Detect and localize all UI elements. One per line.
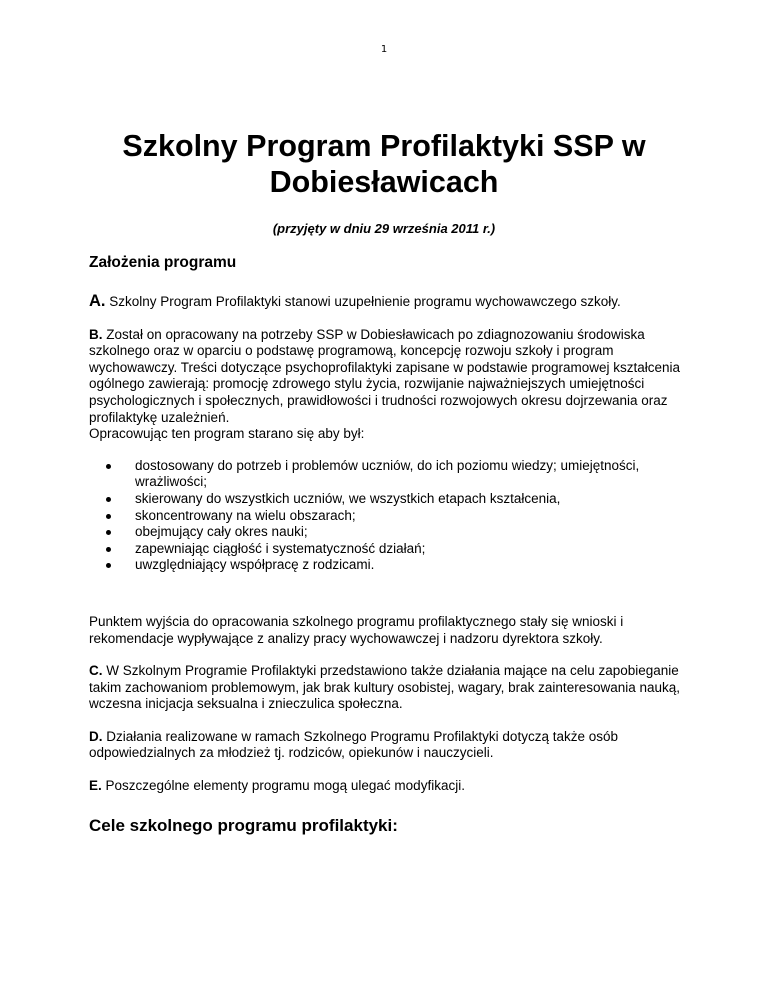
paragraph-c: [89, 663, 689, 713]
document-title: Szkolny Program Profilaktyki SSP w Dobiesławicach: [122, 129, 646, 199]
paragraph-d: [89, 729, 689, 762]
bullet-icon: [106, 547, 111, 552]
bullet-icon: [106, 514, 111, 519]
list-item: dostosowany do potrzeb i problemów uczniów, do ich poziomu wiedzy; umiejętności, wrażliwości;: [135, 458, 689, 491]
paragraph-e-letter: E.: [89, 778, 102, 794]
list-intro: Opracowując ten program starano się aby był:: [89, 426, 365, 442]
paragraph-b-letter: B.: [89, 326, 103, 342]
paragraph-e: [89, 778, 689, 795]
paragraph-punktem: Punktem wyjścia do opracowania szkolnego programu profilaktycznego stały się wnioski i rekomendacje wypływające z analizy pracy wychowawczej i nadzoru dyrektora szkoły.: [89, 613, 624, 646]
bullet-icon: [106, 464, 111, 469]
paragraph-c-text: W Szkolnym Programie Profilaktyki przedstawiono także działania mające na celu zapobieganie takim zachowaniom problemowym, jak brak kultury osobistej, wagary, brak zainteresowania nauką, wczesna inicjacja seksualna i znieczulica społeczna.: [89, 663, 681, 712]
bullet-icon: [106, 530, 111, 535]
page-number: 1: [380, 44, 388, 55]
paragraph-a: [89, 293, 689, 311]
document-subtitle: (przyjęty w dniu 29 września 2011 r.): [272, 221, 496, 236]
paragraph-a-letter: A.: [89, 292, 106, 310]
list-item: skierowany do wszystkich uczniów, we wszystkich etapach kształcenia,: [135, 491, 689, 508]
list-item: skoncentrowany na wielu obszarach;: [135, 508, 689, 525]
document-body: [89, 254, 689, 856]
section-heading-zalozenia: Założenia programu: [89, 254, 237, 271]
paragraph-c-letter: C.: [89, 663, 103, 679]
paragraph-d-text: Działania realizowane w ramach Szkolnego Programu Profilaktyki dotyczą także osób odpowiedzialnych za młodzież tj. rodziców, opiekunów i nauczycieli.: [89, 728, 618, 761]
paragraph-e-text: Poszczególne elementy programu mogą ulegać modyfikacji.: [101, 778, 465, 794]
paragraph-d-letter: D.: [89, 728, 103, 744]
bullet-icon: [106, 497, 111, 502]
list-item: zapewniając ciągłość i systematyczność działań;: [135, 541, 689, 558]
list-item: obejmujący cały okres nauki;: [135, 524, 689, 541]
paragraph-a-text: Szkolny Program Profilaktyki stanowi uzupełnienie programu wychowawczego szkoły.: [105, 294, 621, 309]
section-heading-cele: Cele szkolnego programu profilaktyki:: [89, 815, 398, 835]
paragraph-b-text: Został on opracowany na potrzeby SSP w Dobiesławicach po zdiagnozowaniu środowiska szkolnego oraz w oparciu o podstawę programową, koncepcję rozwoju szkoły i program wychowawczy. Treści dotyczące psychoprofilaktyki zapisane w podstawie programowej kształcenia ogólnego zawierają: promocję zdrowego stylu życia, rozwijanie najważniejszych umiejętności psychologicznych i społecznych, prawidłowości i trudności rozwojowych okresu dojrzewania oraz profilaktykę uzależnień.: [89, 326, 681, 425]
bullet-icon: [106, 563, 111, 568]
paragraph-b: [89, 327, 689, 427]
list-item: uwzględniający współpracę z rodzicami.: [135, 557, 689, 574]
bullet-list: [89, 458, 689, 574]
